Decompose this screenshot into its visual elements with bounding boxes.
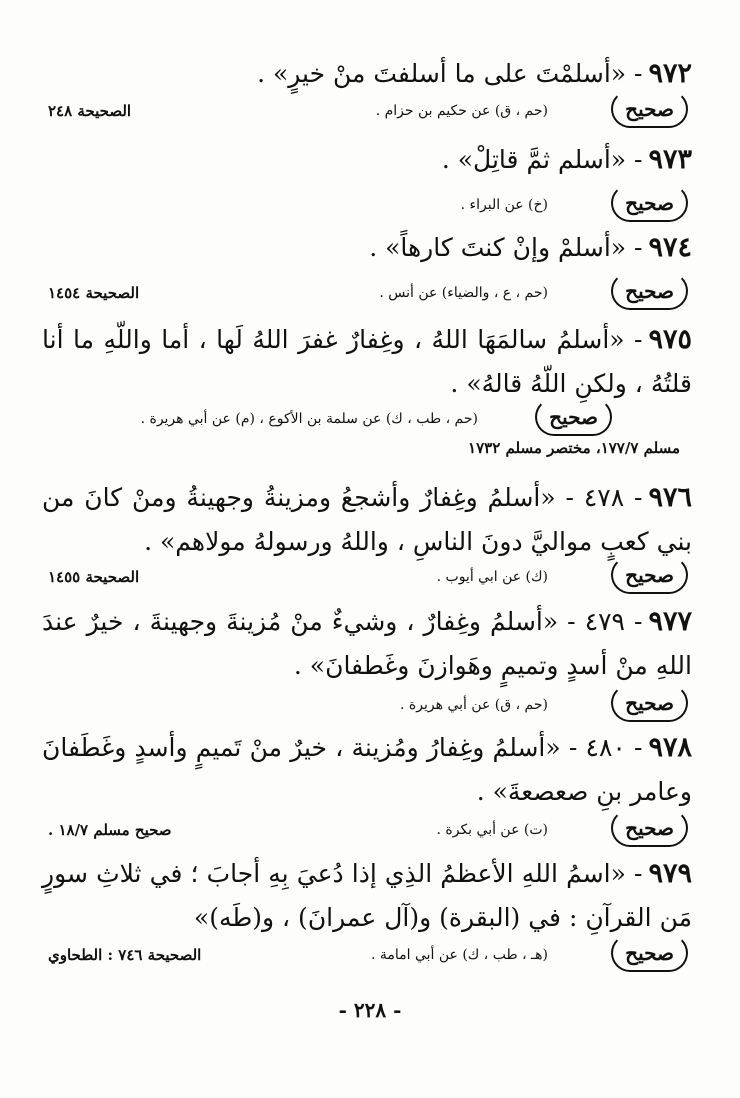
hadith-number: ٩٧٦ — [648, 482, 692, 513]
reference: الصحيحة ٧٤٦ : الطحاوي — [48, 946, 202, 964]
hadith-body: - «أسلم ثمَّ قاتِلْ» . — [441, 145, 643, 174]
reference: صحيح مسلم ١٨/٧ . — [48, 821, 172, 839]
source-line — [48, 404, 688, 434]
attribution: (حم ، طب ، ك) عن سلمة بن الأكوع ، (م) عن أبي هريرة . — [140, 411, 478, 427]
source-line — [48, 278, 688, 308]
hadith-body: - ٤٧٩ - «أسلمُ وغِفارٌ ، وشيءٌ منْ مُزينةَ وجهينةَ ، خيرٌ عندَ اللهِ منْ أسدٍ وتميمٍ وهَوازنَ وغَطفانَ» . — [42, 607, 692, 680]
grade-badge: صحيح — [535, 398, 612, 436]
additional-reference: مسلم ١٧٧/٧، مختصر مسلم ١٧٣٢ — [468, 439, 680, 457]
attribution: (هـ ، طب ، ك) عن أبي امامة . — [370, 947, 548, 963]
hadith-number: ٩٧٢ — [648, 58, 692, 89]
hadith-body: - «اسمُ اللهِ الأعظمُ الذِي إذا دُعيَ بِهِ أجابَ ؛ في ثلاثِ سورٍ مَن القرآنِ : في (البقرة) و(آل عمرانَ) ، و(طَه)» — [42, 859, 692, 932]
hadith-text — [42, 476, 692, 564]
hadith-number: ٩٧٥ — [648, 324, 692, 355]
hadith-number: ٩٧٩ — [648, 858, 692, 889]
source-line — [48, 690, 688, 720]
source-line — [48, 940, 688, 970]
hadith-body: - «أسلمْ وإنْ كنتَ كارهاً» . — [369, 233, 643, 262]
grade-badge: صحيح — [611, 90, 688, 128]
grade-badge: صحيح — [611, 184, 688, 222]
hadith-number: ٩٧٣ — [648, 144, 692, 175]
source-line — [48, 96, 688, 126]
reference: الصحيحة ١٤٥٥ — [48, 568, 140, 586]
source-line — [48, 562, 688, 592]
hadith-number: ٩٧٤ — [648, 232, 692, 263]
attribution: (حم ، ع ، والضياء) عن أنس . — [379, 285, 548, 301]
attribution: (حم ، ق) عن حكيم بن حزام . — [375, 103, 548, 119]
hadith-text — [42, 52, 692, 96]
hadith-text — [42, 600, 692, 688]
attribution: (ك) عن ابي أيوب . — [436, 569, 548, 585]
hadith-body: - «أسلمُ سالمَهَا اللهُ ، وغِفارٌ غفرَ اللهُ لَها ، أما واللّهِ ما أنا قلتُهُ ، ولكنِ اللّهُ قالهُ» . — [42, 325, 692, 398]
hadith-text — [42, 138, 692, 182]
hadith-text — [42, 726, 692, 814]
hadith-body: - «أسلمْتَ على ما أسلفتَ منْ خيرٍ» . — [257, 59, 643, 88]
attribution: (خ) عن البراء . — [460, 197, 548, 213]
grade-badge: صحيح — [611, 556, 688, 594]
grade-badge: صحيح — [611, 809, 688, 847]
hadith-body: - ٤٨٠ - «أسلمُ وغِفارُ ومُزينة ، خيرٌ منْ تَميمٍ وأسدٍ وغَطَفانَ وعامر بنِ صعصعةَ» . — [42, 733, 692, 806]
source-line — [48, 190, 688, 220]
hadith-text — [42, 318, 692, 406]
hadith-text — [42, 852, 692, 940]
attribution: (حم ، ق) عن أبي هريرة . — [400, 697, 548, 713]
page-number: - ٢٢٨ - — [338, 998, 402, 1022]
hadith-number: ٩٧٧ — [648, 606, 692, 637]
grade-badge: صحيح — [611, 934, 688, 972]
reference: الصحيحة ١٤٥٤ — [48, 284, 140, 302]
grade-badge: صحيح — [611, 272, 688, 310]
hadith-text — [42, 226, 692, 270]
source-line — [48, 815, 688, 845]
grade-badge: صحيح — [611, 684, 688, 722]
hadith-number: ٩٧٨ — [648, 732, 692, 763]
attribution: (ت) عن أبي بكرة . — [436, 822, 548, 838]
hadith-body: - ٤٧٨ - «أسلمُ وغِفارٌ وأشجعُ ومزينةُ وجهينةُ ومنْ كانَ من بني كعبٍ مواليَّ دونَ الناسِ ، واللهُ ورسولهُ مولاهم» . — [42, 483, 692, 556]
reference: الصحيحة ٢٤٨ — [48, 102, 132, 120]
